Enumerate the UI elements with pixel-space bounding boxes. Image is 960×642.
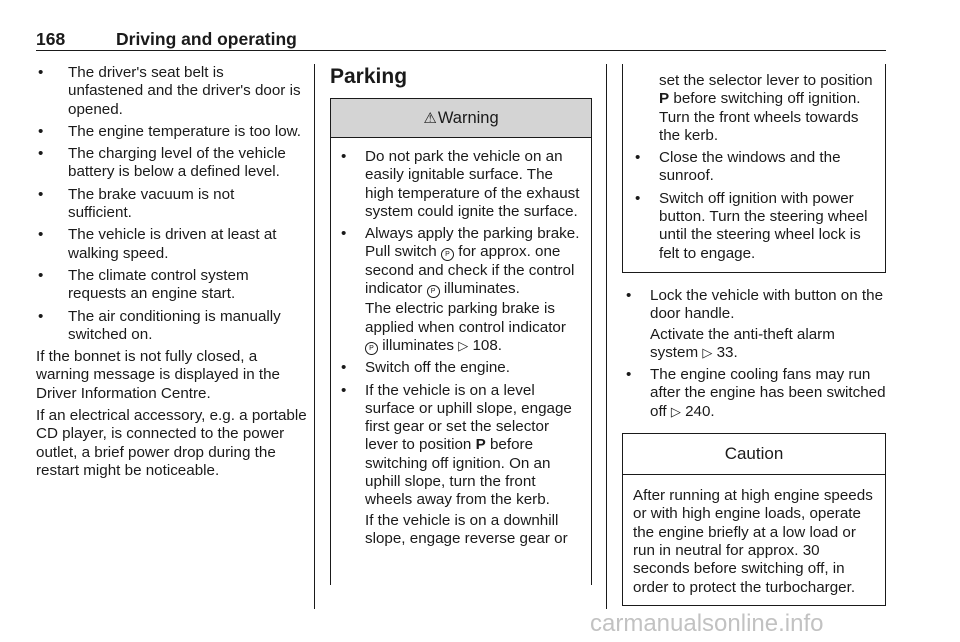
parking-warning-list	[339, 148, 583, 548]
parking-steps-list	[622, 287, 886, 421]
list-item-sub: The electric parking brake is applied when control indicator P illuminates ▷ 108.	[365, 300, 566, 354]
list-item: • The charging level of the vehicle battery is below a defined level.	[36, 145, 302, 182]
list-item: • The engine cooling fans may run after the engine has been switched off ▷ 240.	[622, 366, 886, 421]
warning-header	[331, 99, 591, 138]
list-item: • Always apply the parking brake. Pull switch P for approx. one second and check if the control indicator P illuminates. The electric parking brake is applied when control indicator P illuminates ▷ 108.	[339, 225, 583, 355]
list-item: • The driver's seat belt is unfastened and the driver's door is opened.	[36, 64, 302, 119]
list-item: • The climate control system requests an engine start.	[36, 267, 302, 304]
parking-brake-icon: P	[441, 248, 454, 261]
list-item: • If the vehicle is on a level surface or uphill slope, engage first gear or set the selector lever to position P before switching off ignition. On an uphill slope, turn the front wheels away from the kerb. If the vehicle is on a downhill slope, engage reverse gear or	[339, 382, 583, 549]
page-reference-icon: ▷	[670, 403, 681, 419]
parking-brake-icon: P	[365, 342, 378, 355]
list-item-sub: If the vehicle is on a downhill slope, engage reverse gear or	[365, 511, 568, 547]
bonnet-paragraph: If the bonnet is not fully closed, a warning message is displayed in the Driver Information Centre.	[36, 348, 280, 402]
list-item: • Switch off ignition with power button. Turn the steering wheel until the steering wheel lock is felt to engage.	[633, 190, 877, 263]
column-divider-1	[314, 64, 315, 609]
page-reference-icon: ▷	[702, 344, 713, 360]
gear-position-label: P	[475, 436, 486, 454]
section-title: Driving and operating	[116, 29, 297, 49]
warning-continued-text: set the selector lever to position P before switching off ignition. Turn the front wheels towards the kerb.	[659, 72, 873, 144]
column-2	[330, 64, 592, 585]
column-3	[622, 64, 886, 606]
caution-box	[622, 433, 886, 606]
parking-steps	[622, 287, 886, 421]
page-number: 168	[36, 29, 66, 49]
gear-position-label: P	[659, 90, 670, 108]
caution-header: Caution	[623, 434, 885, 475]
list-item: • Lock the vehicle with button on the door handle. Activate the anti-theft alarm system ▷ 33.	[622, 287, 886, 362]
column-1	[36, 64, 307, 484]
list-item: • Do not park the vehicle on an easily ignitable surface. The high temperature of the exhaust system could ignite the surface.	[339, 148, 583, 221]
warning-continued-list	[633, 149, 877, 263]
warning-label: Warning	[437, 109, 499, 127]
parking-heading: Parking	[330, 65, 408, 88]
warning-triangle-icon: ⚠	[423, 110, 437, 127]
column-divider-2	[606, 64, 607, 609]
list-item: • The brake vacuum is not sufficient.	[36, 186, 302, 223]
list-item: • The vehicle is driven at least at walking speed.	[36, 226, 302, 263]
list-item: • The air conditioning is manually switched on.	[36, 308, 302, 345]
accessory-paragraph: If an electrical accessory, e.g. a portable CD player, is connected to the power outlet, a brief power drop during the restart might be noticeable.	[36, 407, 307, 479]
start-conditions-list	[36, 64, 302, 344]
page-reference[interactable]: 240.	[685, 402, 715, 420]
list-item-sub: Activate the anti-theft alarm system ▷ 33.	[650, 325, 835, 361]
list-item: • Close the windows and the sunroof.	[633, 149, 877, 186]
list-item: • Switch off the engine.	[339, 359, 583, 377]
page-reference-icon: ▷	[458, 337, 469, 353]
watermark: carmanualsonline.info	[590, 610, 824, 637]
caution-body: After running at high engine speeds or with high engine loads, operate the engine briefly at a low load or run in neutral for approx. 30 seconds before switching off, in order to protect the turbocharger.	[633, 487, 873, 596]
list-item: • The engine temperature is too low.	[36, 123, 302, 141]
parking-brake-icon: P	[427, 285, 440, 298]
warning-box-continued	[622, 64, 886, 273]
page-reference[interactable]: 33.	[716, 343, 738, 361]
page-header	[36, 28, 886, 51]
page-reference[interactable]: 108.	[472, 336, 503, 354]
warning-box	[330, 98, 592, 585]
warning-body	[331, 138, 591, 558]
